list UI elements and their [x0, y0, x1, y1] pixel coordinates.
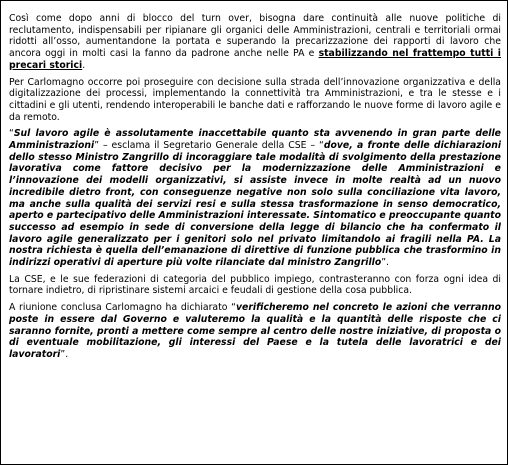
paragraph-conclusion [9, 302, 501, 361]
paragraph-cse-text: La CSE, e le sue federazioni di categoria del pubblico impiego, contrasteranno con forza ogni idea di tornare indietro, di ripristinare sistemi arcaici e feudali di gestione della cosa pubblica. [9, 273, 501, 297]
paragraph-recruitment-emphasis: stabilizzando nel frattempo tutti i precari storici [9, 48, 501, 71]
paragraph-agile-work [9, 128, 501, 268]
paragraph-recruitment-text: Così come dopo anni di blocco del turn over, bisogna dare continuità alle nuove politiche di reclutamento, indispensabili per ripianare gli organici delle Amministrazioni, centrali e territoriali ormai ridotti all’osso, aumentandone la portata e superando la precarizzazione dei rapporti di lavoro che ancora oggi in molti casi la fanno da padrone anche nelle PA e [9, 13, 501, 60]
agile-end: ”. [381, 257, 390, 269]
conclusion-quote: verificheremo nel concreto le azioni che verranno poste in essere dal Governo e valuteremo la qualità e la quantità delle risposte che ci saranno fornite, pronti a mettere come sempre al centro delle nostre iniziative, di proposta o di eventuale mobilitazione, gli interessi del Paese e la tutela delle lavoratrici e dei lavoratori [9, 302, 501, 360]
paragraph-recruitment-end: . [82, 59, 86, 71]
conclusion-intro: A riunione conclusa Carlomagno ha dichiarato “ [9, 302, 236, 314]
paragraph-innovation-text: Per Carlomagno occorre poi proseguire con decisione sulla strada dell’innovazione organizzativa e della digitalizzazione dei processi, implementando la connettività tra Amministrazioni, e tra le stesse e i cittadini e gli utenti, rendendo interoperabili le banche dati e rafforzando le nuove forme di lavoro agile e da remoto. [9, 76, 501, 123]
agile-attribution: ” – esclama il Segretario Generale della CSE – “ [94, 140, 324, 152]
agile-quote-2: dove, a fronte delle dichiarazioni dello stesso Ministro Zangrillo di incoraggiare tale modalità di svolgimento della prestazione lavorativa come fattore decisivo per la modernizzazione delle Amministrazioni e l’innovazione dei modelli organizzativi, si assiste invece in molte realtà ad un nuovo incredibile dietro front, con conseguenze negative non solo sulla conciliazione vita lavoro, ma anche sulla qualità dei servizi resi e sulla stessa trasformazione in senso democratico, aperto e partecipativo delle Amministrazioni interessate. Sintomatico e preoccupante quanto successo ad esempio in sede di conversione della legge di bilancio che ha confermato il lavoro agile generalizzato per i genitori solo nel privato limitandolo ai fragili nella PA. La nostra richiesta è quella dell’emanazione di direttive di funzione pubblica che trasformino in indirizzi operativi di aperture più volte rilanciate dal ministro Zangrillo [9, 140, 502, 269]
paragraph-innovation [9, 77, 501, 124]
conclusion-end: ”. [60, 348, 69, 360]
agile-quote-1: Sul lavoro agile è assolutamente inaccettabile quanto sta avvenendo in gran parte delle Amministrazioni [9, 128, 501, 152]
paragraph-cse-federations [9, 274, 501, 297]
paragraph-recruitment [9, 13, 501, 72]
agile-open-quote: “ [9, 128, 14, 140]
